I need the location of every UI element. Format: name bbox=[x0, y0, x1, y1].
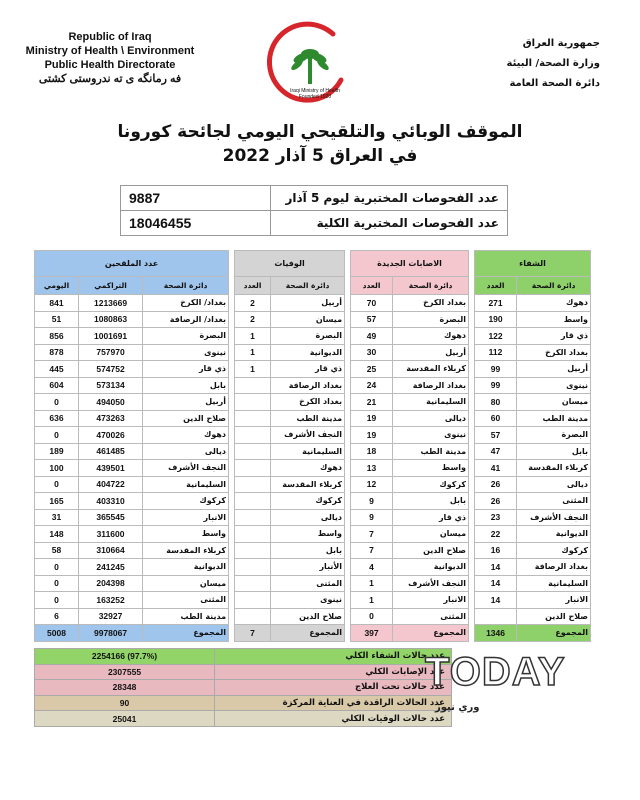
vaccinated-cumulative: 573134 bbox=[79, 377, 143, 394]
vaccinated-cumulative: 310664 bbox=[79, 542, 143, 559]
deaths-count bbox=[235, 443, 271, 460]
table-row bbox=[35, 526, 591, 543]
table-row bbox=[35, 311, 591, 328]
recovered-directorate: ميسان bbox=[517, 394, 591, 411]
recovered-total: 1346 bbox=[475, 625, 517, 642]
recovered-count: 14 bbox=[475, 559, 517, 576]
summary-value: 90 bbox=[35, 695, 215, 711]
table-row bbox=[35, 542, 591, 559]
table-row bbox=[35, 361, 591, 378]
header-ar-line-2: وزارة الصحة/ البيئة bbox=[506, 58, 600, 69]
deaths-count bbox=[235, 410, 271, 427]
deaths-total: 7 bbox=[235, 625, 271, 642]
vaccinated-daily: 445 bbox=[35, 361, 79, 378]
recovered-directorate: ديالى bbox=[517, 476, 591, 493]
infections-count: 25 bbox=[351, 361, 393, 378]
table-row bbox=[35, 443, 591, 460]
deaths-directorate: مدينة الطب bbox=[271, 410, 345, 427]
infections-directorate: بغداد الرصافة bbox=[393, 377, 469, 394]
deaths-directorate: النجف الأشرف bbox=[271, 427, 345, 444]
recovered-directorate: النجف الأشرف bbox=[517, 509, 591, 526]
recovered-directorate: بابل bbox=[517, 443, 591, 460]
vaccinated-cumulative: 1001691 bbox=[79, 328, 143, 345]
infections-count: 70 bbox=[351, 295, 393, 312]
vaccinated-directorate: دهوك bbox=[143, 427, 229, 444]
deaths-directorate: كربلاء المقدسة bbox=[271, 476, 345, 493]
recovered-count: 41 bbox=[475, 460, 517, 477]
vaccinated-daily: 878 bbox=[35, 344, 79, 361]
vaccinated-daily: 0 bbox=[35, 394, 79, 411]
infections-directorate: أربيل bbox=[393, 344, 469, 361]
deaths-directorate: البصرة bbox=[271, 328, 345, 345]
vaccinated-cumulative: 439501 bbox=[79, 460, 143, 477]
recovered-directorate: واسط bbox=[517, 311, 591, 328]
recovered-count: 23 bbox=[475, 509, 517, 526]
vaccinated-daily: 100 bbox=[35, 460, 79, 477]
infections-count: 4 bbox=[351, 559, 393, 576]
deaths-count: 1 bbox=[235, 344, 271, 361]
summary-row bbox=[35, 649, 452, 665]
table-row bbox=[35, 328, 591, 345]
recovered-count: 80 bbox=[475, 394, 517, 411]
infections-directorate: ميسان bbox=[393, 526, 469, 543]
vaccinated-daily: 31 bbox=[35, 509, 79, 526]
vaccinated-cumulative: 403310 bbox=[79, 493, 143, 510]
recovered-count: 22 bbox=[475, 526, 517, 543]
infections-count: 7 bbox=[351, 526, 393, 543]
vaccinated-daily: 189 bbox=[35, 443, 79, 460]
infections-count: 21 bbox=[351, 394, 393, 411]
deaths-count bbox=[235, 526, 271, 543]
recovered-directorate: بغداد الكرخ bbox=[517, 344, 591, 361]
section-header-row bbox=[35, 251, 591, 277]
table-row bbox=[35, 575, 591, 592]
table-row bbox=[35, 377, 591, 394]
infections-count: 19 bbox=[351, 410, 393, 427]
recovered-count: 47 bbox=[475, 443, 517, 460]
infections-directorate: واسط bbox=[393, 460, 469, 477]
vaccinated-directorate: كربلاء المقدسة bbox=[143, 542, 229, 559]
infections-directorate: المثنى bbox=[393, 608, 469, 625]
deaths-count bbox=[235, 427, 271, 444]
header-ar-line-1: جمهورية العراق bbox=[522, 38, 600, 49]
recovered-directorate: الانبار bbox=[517, 592, 591, 609]
vaccinated-cumulative: 204398 bbox=[79, 575, 143, 592]
table-row bbox=[35, 295, 591, 312]
summary-value: 28348 bbox=[35, 680, 215, 696]
infections-directorate: دهوك bbox=[393, 328, 469, 345]
total-tests-value: 18046455 bbox=[121, 211, 271, 236]
vaccinated-cumulative: 1080863 bbox=[79, 311, 143, 328]
vaccinated-directorate: البصرة bbox=[143, 328, 229, 345]
deaths-count bbox=[235, 460, 271, 477]
recovered-header: الشفاء bbox=[475, 251, 591, 277]
infections-count: 24 bbox=[351, 377, 393, 394]
table-row bbox=[35, 592, 591, 609]
recovered-directorate: أربيل bbox=[517, 361, 591, 378]
logo-caption-year: Founded 1920 bbox=[298, 94, 332, 100]
total-tests-label: عدد الفحوصات المختبرية الكلية bbox=[271, 211, 508, 236]
deaths-directorate: صلاح الدين bbox=[271, 608, 345, 625]
recovered-directorate: المثنى bbox=[517, 493, 591, 510]
deaths-directorate: بابل bbox=[271, 542, 345, 559]
deaths-directorate: ميسان bbox=[271, 311, 345, 328]
infections-total-label: المجموع bbox=[393, 625, 469, 642]
recovered-directorate: صلاح الدين bbox=[517, 608, 591, 625]
vaccinated-daily: 0 bbox=[35, 427, 79, 444]
header-ar-line-3: دائرة الصحة العامة bbox=[509, 78, 600, 89]
vaccinated-cumulative: 404722 bbox=[79, 476, 143, 493]
infections-directorate: ذي قار bbox=[393, 509, 469, 526]
recovered-directorate: بغداد الرصافة bbox=[517, 559, 591, 576]
table-row bbox=[35, 344, 591, 361]
col-directorate: دائرة الصحة bbox=[143, 277, 229, 295]
recovered-count: 14 bbox=[475, 575, 517, 592]
vaccinated-cumulative: 574752 bbox=[79, 361, 143, 378]
vaccinated-total-label: المجموع bbox=[143, 625, 229, 642]
infections-count: 49 bbox=[351, 328, 393, 345]
deaths-count bbox=[235, 493, 271, 510]
vaccinated-daily: 0 bbox=[35, 559, 79, 576]
deaths-directorate: واسط bbox=[271, 526, 345, 543]
logo-caption-name: Iraqi Ministry of Health bbox=[290, 88, 340, 94]
logo-caption bbox=[280, 88, 350, 100]
header-english bbox=[10, 30, 210, 86]
infections-directorate: الديوانية bbox=[393, 559, 469, 576]
infections-count: 1 bbox=[351, 592, 393, 609]
vaccinated-cumulative: 473263 bbox=[79, 410, 143, 427]
col-directorate: دائرة الصحة bbox=[517, 277, 591, 295]
deaths-directorate: نينوى bbox=[271, 592, 345, 609]
deaths-directorate: المثنى bbox=[271, 575, 345, 592]
infections-total: 397 bbox=[351, 625, 393, 642]
vaccinated-directorate: المثنى bbox=[143, 592, 229, 609]
summary-row bbox=[35, 695, 452, 711]
vaccinated-directorate: الانبار bbox=[143, 509, 229, 526]
daily-tests-row bbox=[121, 186, 508, 211]
recovered-count: 26 bbox=[475, 493, 517, 510]
deaths-count bbox=[235, 592, 271, 609]
today-subtitle: وري نيوز bbox=[435, 702, 480, 713]
recovered-count: 122 bbox=[475, 328, 517, 345]
recovered-directorate: البصرة bbox=[517, 427, 591, 444]
infections-directorate: السليمانية bbox=[393, 394, 469, 411]
recovered-count: 57 bbox=[475, 427, 517, 444]
vaccinated-directorate: واسط bbox=[143, 526, 229, 543]
summary-row bbox=[35, 711, 452, 727]
infections-count: 9 bbox=[351, 509, 393, 526]
col-cumulative: التراكمي bbox=[79, 277, 143, 295]
summary-label: عدد الإصابات الكلي bbox=[215, 664, 452, 680]
today-logo: TODAY bbox=[425, 650, 566, 694]
deaths-count bbox=[235, 559, 271, 576]
daily-tests-value: 9887 bbox=[121, 186, 271, 211]
vaccinated-directorate: بغداد/ الرصافة bbox=[143, 311, 229, 328]
title-line-2: في العراق 5 آذار 2022 bbox=[222, 146, 418, 166]
deaths-count bbox=[235, 394, 271, 411]
deaths-directorate: بغداد الكرخ bbox=[271, 394, 345, 411]
vaccinated-directorate: النجف الأشرف bbox=[143, 460, 229, 477]
recovered-count: 16 bbox=[475, 542, 517, 559]
vaccinated-cumulative: 32927 bbox=[79, 608, 143, 625]
recovered-count: 60 bbox=[475, 410, 517, 427]
vaccinated-cumulative: 163252 bbox=[79, 592, 143, 609]
summary-table bbox=[34, 648, 452, 727]
deaths-count bbox=[235, 575, 271, 592]
today-watermark bbox=[425, 650, 625, 720]
summary-value: (97.7%) 2254166 bbox=[35, 649, 215, 665]
infections-directorate: نينوى bbox=[393, 427, 469, 444]
vaccinated-daily: 636 bbox=[35, 410, 79, 427]
recovered-directorate: الديوانية bbox=[517, 526, 591, 543]
deaths-directorate: دهوك bbox=[271, 460, 345, 477]
header-en-line-2: Ministry of Health \ Environment bbox=[25, 45, 195, 57]
vaccinated-cumulative: 757970 bbox=[79, 344, 143, 361]
recovered-count: 14 bbox=[475, 592, 517, 609]
header-en-line-1: Republic of Iraq bbox=[68, 31, 152, 43]
vaccinated-daily: 841 bbox=[35, 295, 79, 312]
recovered-count bbox=[475, 608, 517, 625]
recovered-count: 190 bbox=[475, 311, 517, 328]
infections-count: 12 bbox=[351, 476, 393, 493]
vaccinated-directorate: ذي قار bbox=[143, 361, 229, 378]
vaccinated-cumulative: 461485 bbox=[79, 443, 143, 460]
vaccinated-directorate: بابل bbox=[143, 377, 229, 394]
recovered-directorate: السليمانية bbox=[517, 575, 591, 592]
deaths-directorate: كركوك bbox=[271, 493, 345, 510]
deaths-header: الوفيات bbox=[235, 251, 345, 277]
infections-directorate: كركوك bbox=[393, 476, 469, 493]
infections-directorate: كربلاء المقدسة bbox=[393, 361, 469, 378]
vaccinated-daily: 51 bbox=[35, 311, 79, 328]
deaths-count: 1 bbox=[235, 361, 271, 378]
infections-directorate: بابل bbox=[393, 493, 469, 510]
infections-directorate: الانبار bbox=[393, 592, 469, 609]
table-row bbox=[35, 559, 591, 576]
vaccinated-cumulative-total: 9978067 bbox=[79, 625, 143, 642]
recovered-count: 99 bbox=[475, 377, 517, 394]
vaccinated-directorate: أربيل bbox=[143, 394, 229, 411]
deaths-count bbox=[235, 509, 271, 526]
deaths-total-label: المجموع bbox=[271, 625, 345, 642]
table-row bbox=[35, 493, 591, 510]
table-row bbox=[35, 394, 591, 411]
header-arabic bbox=[460, 34, 600, 94]
tests-table bbox=[120, 185, 508, 236]
vaccinated-daily: 148 bbox=[35, 526, 79, 543]
daily-tests-label: عدد الفحوصات المختبرية ليوم 5 آذار bbox=[271, 186, 508, 211]
infections-count: 9 bbox=[351, 493, 393, 510]
recovered-total-label: المجموع bbox=[517, 625, 591, 642]
vaccinated-daily: 0 bbox=[35, 575, 79, 592]
infections-count: 30 bbox=[351, 344, 393, 361]
infections-directorate: البصرة bbox=[393, 311, 469, 328]
recovered-count: 112 bbox=[475, 344, 517, 361]
summary-row bbox=[35, 680, 452, 696]
vaccinated-daily: 6 bbox=[35, 608, 79, 625]
vaccinated-directorate: كركوك bbox=[143, 493, 229, 510]
infections-count: 1 bbox=[351, 575, 393, 592]
recovered-directorate: كركوك bbox=[517, 542, 591, 559]
infections-directorate: النجف الأشرف bbox=[393, 575, 469, 592]
vaccinated-daily: 0 bbox=[35, 592, 79, 609]
vaccinated-directorate: الديوانية bbox=[143, 559, 229, 576]
summary-label: عدد حالات الوفيات الكلي bbox=[215, 711, 452, 727]
deaths-count bbox=[235, 476, 271, 493]
col-count: العدد bbox=[475, 277, 517, 295]
infections-count: 0 bbox=[351, 608, 393, 625]
vaccinated-directorate: بغداد/ الكرخ bbox=[143, 295, 229, 312]
vaccinated-directorate: مدينة الطب bbox=[143, 608, 229, 625]
column-header-row bbox=[35, 277, 591, 295]
recovered-directorate: نينوى bbox=[517, 377, 591, 394]
deaths-directorate: بغداد الرصافة bbox=[271, 377, 345, 394]
vaccinated-cumulative: 311600 bbox=[79, 526, 143, 543]
col-daily: اليومي bbox=[35, 277, 79, 295]
total-tests-row bbox=[121, 211, 508, 236]
infections-directorate: صلاح الدين bbox=[393, 542, 469, 559]
totals-row bbox=[35, 625, 591, 642]
summary-label: عدد حالات تحت العلاج bbox=[215, 680, 452, 696]
table-row bbox=[35, 608, 591, 625]
table-row bbox=[35, 509, 591, 526]
table-row bbox=[35, 427, 591, 444]
recovered-count: 26 bbox=[475, 476, 517, 493]
summary-value: 2307555 bbox=[35, 664, 215, 680]
header-en-line-4: فه رمانگه ی ته ندروستى كشتى bbox=[38, 73, 182, 85]
infections-count: 57 bbox=[351, 311, 393, 328]
vaccinated-daily: 604 bbox=[35, 377, 79, 394]
deaths-directorate: الديوانية bbox=[271, 344, 345, 361]
infections-header: الاصابات الجديدة bbox=[351, 251, 469, 277]
recovered-directorate: ذي قار bbox=[517, 328, 591, 345]
vaccinated-daily: 165 bbox=[35, 493, 79, 510]
infections-count: 7 bbox=[351, 542, 393, 559]
table-row bbox=[35, 410, 591, 427]
deaths-count bbox=[235, 608, 271, 625]
table-row bbox=[35, 476, 591, 493]
vaccinated-cumulative: 1213669 bbox=[79, 295, 143, 312]
report-title bbox=[100, 120, 540, 168]
summary-value: 25041 bbox=[35, 711, 215, 727]
summary-row bbox=[35, 664, 452, 680]
vaccinated-daily: 856 bbox=[35, 328, 79, 345]
deaths-count: 2 bbox=[235, 311, 271, 328]
recovered-directorate: كربلاء المقدسة bbox=[517, 460, 591, 477]
vaccinated-cumulative: 494050 bbox=[79, 394, 143, 411]
infections-count: 18 bbox=[351, 443, 393, 460]
deaths-count bbox=[235, 377, 271, 394]
vaccinated-daily: 58 bbox=[35, 542, 79, 559]
deaths-directorate: ذي قار bbox=[271, 361, 345, 378]
infections-count: 13 bbox=[351, 460, 393, 477]
col-directorate: دائرة الصحة bbox=[393, 277, 469, 295]
deaths-directorate: السليمانية bbox=[271, 443, 345, 460]
infections-directorate: مدينة الطب bbox=[393, 443, 469, 460]
vaccinated-directorate: صلاح الدين bbox=[143, 410, 229, 427]
summary-label: عدد الحالات الراقدة في العناية المركزة bbox=[215, 695, 452, 711]
deaths-count: 1 bbox=[235, 328, 271, 345]
col-directorate: دائرة الصحة bbox=[271, 277, 345, 295]
deaths-count: 2 bbox=[235, 295, 271, 312]
col-count: العدد bbox=[351, 277, 393, 295]
title-line-1: الموقف الوبائي والتلقيحي اليومي لجائحة كورونا bbox=[117, 122, 523, 142]
deaths-directorate: أربيل bbox=[271, 295, 345, 312]
vaccinated-cumulative: 470026 bbox=[79, 427, 143, 444]
recovered-directorate: دهوك bbox=[517, 295, 591, 312]
situation-table bbox=[34, 250, 591, 642]
vaccinated-directorate: نينوى bbox=[143, 344, 229, 361]
infections-count: 19 bbox=[351, 427, 393, 444]
vaccinated-daily-total: 5008 bbox=[35, 625, 79, 642]
deaths-directorate: الأنبار bbox=[271, 559, 345, 576]
vaccinated-directorate: السليمانية bbox=[143, 476, 229, 493]
infections-directorate: بغداد الكرخ bbox=[393, 295, 469, 312]
vaccinated-directorate: ميسان bbox=[143, 575, 229, 592]
header-en-line-3: Public Health Directorate bbox=[44, 59, 176, 71]
deaths-directorate: ديالى bbox=[271, 509, 345, 526]
recovered-count: 99 bbox=[475, 361, 517, 378]
summary-label: عدد حالات الشفاء الكلي bbox=[215, 649, 452, 665]
vaccinated-cumulative: 241245 bbox=[79, 559, 143, 576]
vaccinated-header: عدد الملقحين bbox=[35, 251, 229, 277]
col-count: العدد bbox=[235, 277, 271, 295]
vaccinated-directorate: ديالى bbox=[143, 443, 229, 460]
recovered-count: 271 bbox=[475, 295, 517, 312]
table-row bbox=[35, 460, 591, 477]
vaccinated-cumulative: 365545 bbox=[79, 509, 143, 526]
deaths-count bbox=[235, 542, 271, 559]
recovered-directorate: مدينة الطب bbox=[517, 410, 591, 427]
infections-directorate: ديالى bbox=[393, 410, 469, 427]
vaccinated-daily: 0 bbox=[35, 476, 79, 493]
